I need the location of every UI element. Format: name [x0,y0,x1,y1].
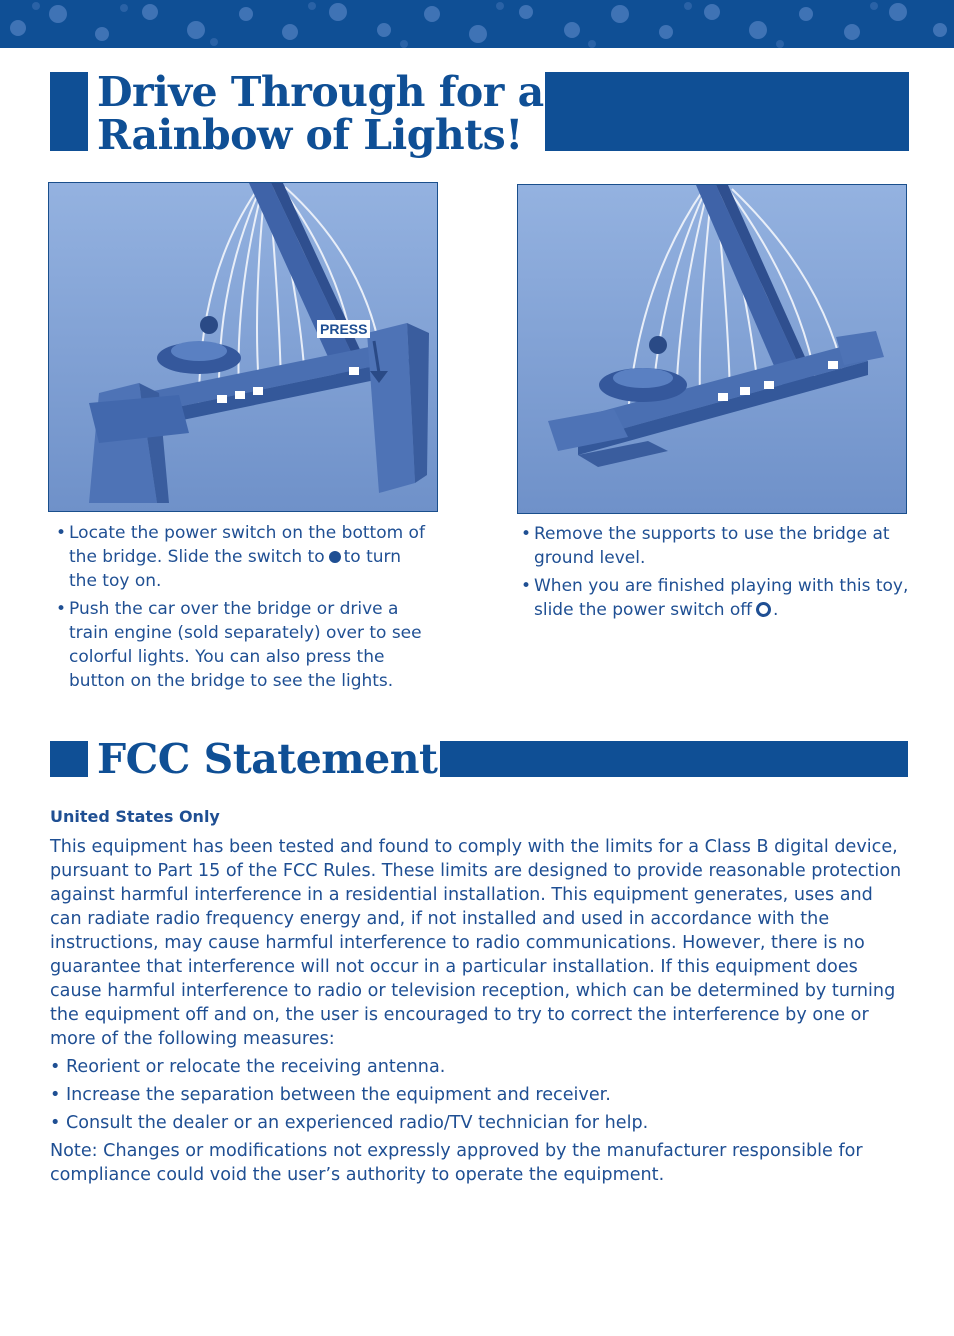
right-instructions [517,522,909,626]
bullet-text-end: to turn the toy on. [69,547,401,591]
title-line-2: Rainbow of Lights! [97,111,523,159]
top-decorative-band [0,0,954,48]
bridge-photo-ground-level [517,184,907,514]
list-item: • Push the car over the bridge or drive a train engine (sold separately) over to see colorful lights. You can also press the button on the bridge to see the lights. [52,597,430,693]
hollow-circle-icon [756,602,771,617]
fcc-heading-left-block [50,741,88,777]
title-line-1: Drive Through for a [97,68,544,116]
list-item [52,521,430,593]
filled-circle-icon [329,551,341,563]
fcc-statement-body [50,805,910,1187]
heading-right-bar [545,72,909,151]
press-label: PRESS [317,320,370,338]
bridge-photo-raised [48,182,438,512]
left-instructions [52,521,430,697]
bullet-text-start: When you are finished playing with this toy, slide the power switch off [534,576,909,620]
list-item: • Remove the supports to use the bridge at ground level. [517,522,909,570]
heading-left-block [50,72,88,151]
fcc-subheading: United States Only [50,807,220,826]
section-title-fcc: FCC Statement [97,735,438,783]
dots-pattern [0,0,954,48]
bridge-illustration-ground [518,185,906,513]
bridge-illustration-raised [49,183,437,511]
section-title-drive-through [97,68,544,159]
bullet-text-end: . [773,600,779,620]
bullet-text-start: Locate the power switch on the bottom of the bridge. Slide the switch to [69,523,425,567]
fcc-heading-right-bar [440,741,908,777]
fcc-measure-3: • Consult the dealer or an experienced radio/TV technician for help. [50,1113,649,1133]
fcc-measure-1: • Reorient or relocate the receiving antenna. [50,1057,446,1077]
fcc-paragraph: This equipment has been tested and found to comply with the limits for a Class B digital device, pursuant to Part 15 of the FCC Rules. These limits are designed to provide reasonable protection against harmful interference in a residential installation. This equipment generates, uses and can radiate radio frequency energy and, if not installed and used in accordance with the instructions, may cause harmful interference to radio communications. However, there is no guarantee that interference will not occur in a particular installation. If this equipment does cause harmful interference to radio or television reception, which can be determined by turning the equipment off and on, the user is encouraged to try to correct the interference by one or more of the following measures: [50,837,902,1049]
fcc-measure-2: • Increase the separation between the equipment and receiver. [50,1085,611,1105]
fcc-note: Note: Changes or modifications not expressly approved by the manufacturer responsible for compliance could void the user’s authority to operate the equipment. [50,1141,863,1185]
list-item [517,574,909,622]
